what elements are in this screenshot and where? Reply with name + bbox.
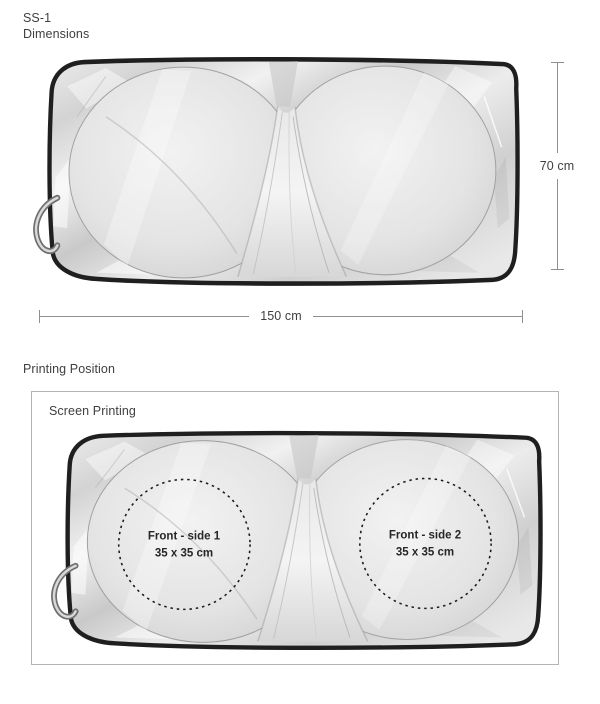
width-value: 150 cm — [260, 309, 302, 323]
height-dimension — [535, 62, 579, 270]
print-method-label: Screen Printing — [49, 404, 136, 418]
dimension-line-lower — [557, 179, 558, 269]
printing-position-title: Printing Position — [23, 362, 116, 376]
print-area-side2 — [389, 528, 461, 561]
sunshade-illustration — [56, 430, 546, 653]
print-area-side1-name: Front - side 1 — [147, 530, 221, 543]
sunshade-photo — [38, 56, 523, 289]
sunshade-illustration — [38, 56, 523, 289]
print-area-side2-name: Front - side 2 — [388, 529, 462, 542]
dimension-line-upper — [557, 63, 558, 153]
print-area-side2-size: 35 x 35 cm — [395, 546, 455, 558]
width-dimension — [39, 309, 523, 323]
header — [23, 10, 89, 42]
height-value: 70 cm — [539, 159, 575, 173]
dimension-line-left — [40, 316, 249, 317]
screen-printing-box — [31, 391, 559, 665]
dimension-cap-bottom — [551, 269, 564, 270]
print-area-side1-size: 35 x 35 cm — [154, 547, 214, 559]
product-code: SS-1 — [23, 11, 52, 25]
dimension-line-right — [313, 316, 522, 317]
dimension-cap-right — [522, 310, 523, 323]
dimensions-section-title: Dimensions — [23, 27, 90, 41]
print-area-side1 — [148, 529, 220, 562]
sunshade-print-diagram — [56, 430, 546, 653]
